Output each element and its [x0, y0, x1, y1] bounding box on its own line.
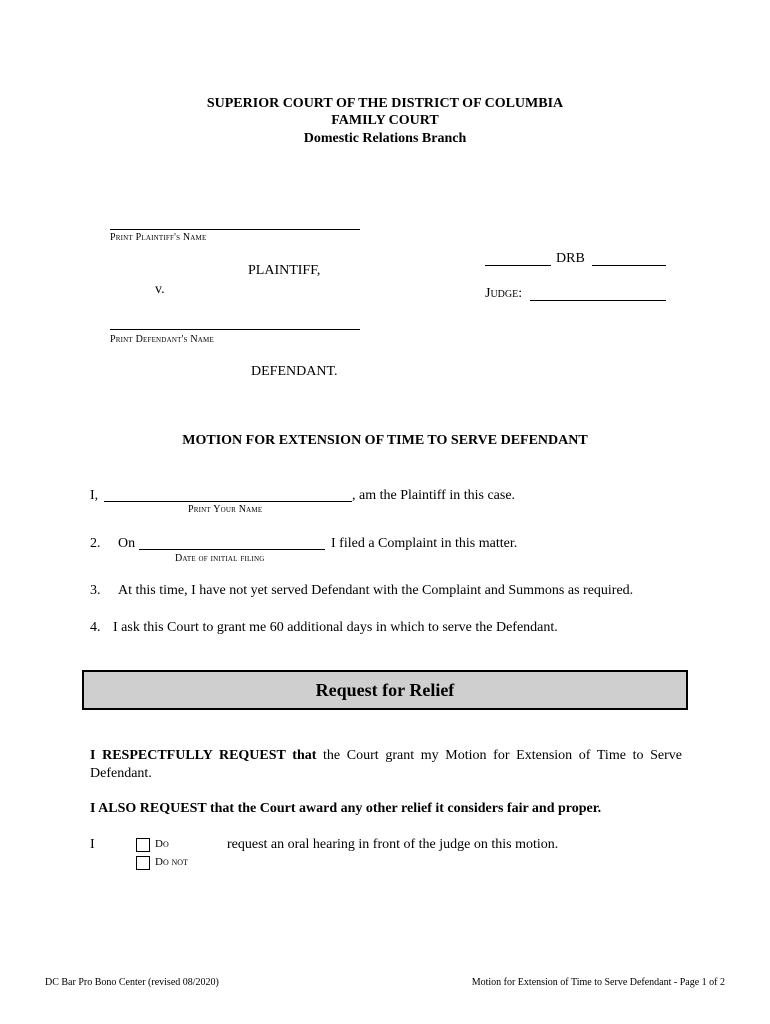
do-label: Do	[155, 838, 169, 850]
p1-suffix: , am the Plaintiff in this case.	[352, 488, 516, 503]
judge-line[interactable]	[530, 300, 666, 301]
defendant-name-caption: Print Defendant's Name	[110, 334, 214, 345]
case-number-suffix: DRB	[556, 251, 585, 266]
plaintiff-name-caption: Print Plaintiff's Name	[110, 232, 207, 243]
plaintiff-name-line[interactable]	[110, 229, 360, 230]
hearing-prefix: I	[90, 837, 95, 852]
case-number-prefix-line[interactable]	[485, 265, 551, 266]
p1-prefix: I,	[90, 488, 99, 503]
footer-right: Motion for Extension of Time to Serve Defendant - Page 1 of 2	[471, 977, 725, 988]
your-name-caption: Print Your Name	[188, 504, 263, 515]
judge-label: Judge:	[485, 286, 523, 301]
defendant-label: DEFENDANT.	[251, 364, 338, 379]
versus-label: v.	[155, 282, 165, 297]
p2-number: 2.	[90, 536, 101, 551]
plaintiff-label: PLAINTIFF,	[248, 263, 321, 278]
p2-prefix: On	[118, 536, 136, 551]
do-not-checkbox[interactable]	[136, 856, 150, 870]
court-division: FAMILY COURT	[331, 113, 439, 128]
do-checkbox[interactable]	[136, 838, 150, 852]
do-not-label: Do not	[155, 856, 188, 868]
request-other-relief: I ALSO REQUEST that the Court award any other relief it considers fair and proper.	[90, 801, 602, 816]
defendant-name-line[interactable]	[110, 329, 360, 330]
relief-heading: Request for Relief	[82, 670, 688, 710]
filing-date-line[interactable]	[139, 549, 325, 550]
your-name-line[interactable]	[104, 501, 352, 502]
footer-left: DC Bar Pro Bono Center (revised 08/2020)	[45, 977, 219, 988]
filing-date-caption: Date of initial filing	[175, 553, 265, 564]
p3-text: At this time, I have not yet served Defendant with the Complaint and Summons as required.	[118, 583, 634, 598]
p3-number: 3.	[90, 583, 101, 598]
hearing-text: request an oral hearing in front of the judge on this motion.	[227, 837, 559, 852]
request-extension	[90, 747, 682, 783]
p4-text: I ask this Court to grant me 60 additional days in which to serve the Defendant.	[113, 620, 558, 635]
p4-number: 4.	[90, 620, 101, 635]
request-extension-lead: I RESPECTFULLY REQUEST that	[90, 748, 317, 763]
p2-suffix: I filed a Complaint in this matter.	[331, 536, 518, 551]
case-number-line[interactable]	[592, 265, 666, 266]
court-branch: Domestic Relations Branch	[303, 131, 467, 146]
court-name: SUPERIOR COURT OF THE DISTRICT OF COLUMBIA	[206, 96, 564, 111]
request-extension-rest: the Court grant my Motion for Extension of Time to Serve Defendant.	[90, 748, 682, 781]
motion-title: MOTION FOR EXTENSION OF TIME TO SERVE DEFENDANT	[182, 433, 588, 448]
